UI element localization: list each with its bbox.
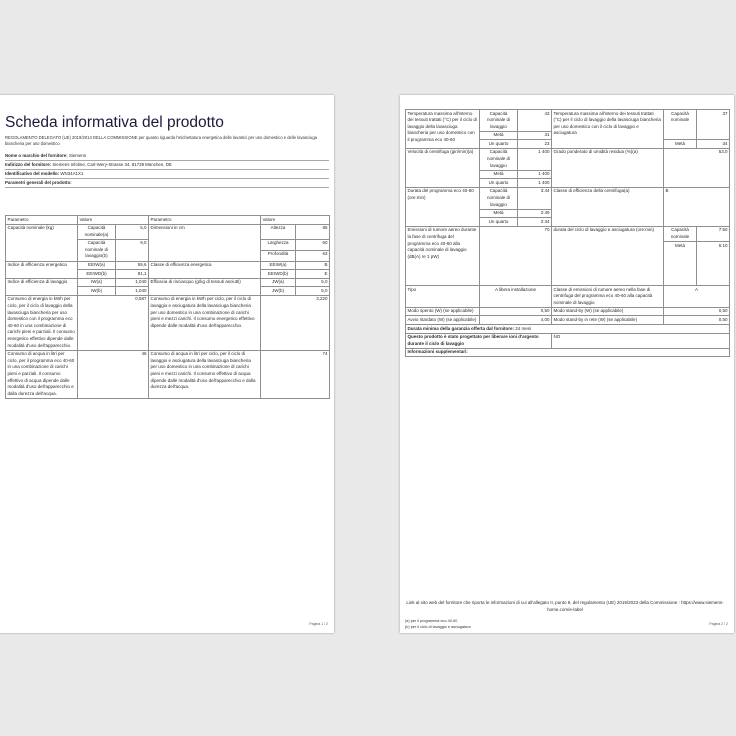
- table-row: [406, 110, 730, 132]
- table-row: [6, 350, 330, 398]
- warranty-value: 24 mesi: [515, 325, 532, 331]
- silver-label: Questo prodotto è stato progettato per liberare ioni d'argento durante il ciclo di lavaggio: [406, 333, 552, 348]
- table-row: [406, 348, 730, 357]
- capacity-label: Capacità nominale (kg): [6, 224, 78, 261]
- max-temp-full-value: 43: [518, 110, 552, 132]
- table-row: [406, 325, 730, 334]
- standby-value: 0,50: [664, 307, 730, 316]
- supplier-address-row: [5, 161, 329, 170]
- rinse-wd-sub: JW(b): [261, 287, 296, 296]
- depth-label: Profondità: [261, 250, 296, 261]
- depth-value: 63: [296, 250, 330, 261]
- water-wash-value: 46: [78, 350, 149, 398]
- rinse-w-value: 5,0: [296, 278, 330, 287]
- height-value: 85: [296, 224, 330, 239]
- standby-label: Modo stand-by (W) (se applicabile): [552, 307, 664, 316]
- water-wash-label: Consumo di acqua in litri per ciclo, per il programma eco 40-60 in una combinazione di carichi pieni e parziali. Il consumo effettivo di acqua dipende dalle modalità d'uso dell'apparecchio e dalla durezza dell'acqua.: [6, 350, 78, 398]
- page-title: Scheda informativa del prodotto: [5, 114, 224, 131]
- duration-half-value: 2:49: [518, 209, 552, 218]
- height-label: Altezza: [261, 224, 296, 239]
- wash-eff-label: Indice di efficienza di lavaggio: [6, 278, 78, 295]
- energy-class-w-value: B: [296, 261, 330, 270]
- duration-quarter-sub: Un quarto: [480, 218, 518, 227]
- spin-label: Velocità di centrifuga (giri/min)(a): [406, 148, 480, 187]
- networked-standby-value: 0,50: [664, 316, 730, 325]
- page-number: Pagina 2 / 2: [709, 622, 728, 626]
- extra-info-label: Informazioni supplementari:: [406, 348, 730, 357]
- energy-wash-label: Consumo di energia in kWh per ciclo, per il ciclo di lavaggio della lavasciuga biancheria per uso domestico con il programma eco 40-60 in una combinazione di carichi pieni e parziali. Il consumo energetico effettivo dipende dalle modalità d'uso dell'apparecchio.: [6, 295, 78, 350]
- params-table-continued: [405, 109, 730, 357]
- table-row: [6, 261, 330, 270]
- supplier-name-value: Siemens: [68, 153, 87, 158]
- wd-duration-half-sub: Metà: [664, 242, 697, 286]
- max-temp-half-value: 31: [518, 131, 552, 140]
- table-header-row: [6, 216, 330, 225]
- energy-wd-value: 3,220: [261, 295, 330, 350]
- type-value: A libera installazione: [480, 286, 552, 308]
- model-value: WN34A1X1: [60, 171, 84, 176]
- model-label: Identificativo del modello:: [5, 171, 60, 176]
- supplier-name-label: Nome o marchio del fornitore:: [5, 153, 68, 158]
- header-value-2: Valore: [261, 216, 330, 225]
- spin-class-label: Classe di efficienza della centrifuga(a): [552, 187, 664, 226]
- table-row: [406, 333, 730, 348]
- table-row: [406, 286, 730, 308]
- max-temp-quarter-value: 23: [518, 140, 552, 149]
- capacity-dry-sub: Capacità nominale di lavaggio(b): [78, 239, 116, 261]
- eei-label: Indice di efficienza energetica: [6, 261, 78, 278]
- off-mode-value: 0,50: [480, 307, 552, 316]
- max-temp2-full-sub: Capacità nominale: [664, 110, 697, 140]
- table-row: [406, 307, 730, 316]
- width-label: Larghezza: [261, 239, 296, 250]
- general-params-heading: Parametri generali del prodotto:: [5, 179, 329, 188]
- wash-eff-wd-value: 1,040: [116, 287, 149, 296]
- water-wd-label: Consumo di acqua in litri per ciclo, per il ciclo di lavaggio e asciugatura della lavasciuga biancheria per uso domestico in una combinazione di carichi pieni e mezzi carichi. Il consumo effettivo di acqua dipende dalle modalità d'uso dell'apparecchio e dalla durezza dell'acqua.: [149, 350, 261, 398]
- duration-label: Durata del programma eco 40-60 (ore:min): [406, 187, 480, 226]
- energy-class-w-sub: EEIW(a): [261, 261, 296, 270]
- spin-quarter-value: 1 400: [518, 179, 552, 188]
- off-mode-label: Modo spento (W) (se applicabile): [406, 307, 480, 316]
- noise-label: Emissioni di rumore aereo durante la fase di centrifuga del programma eco 40-60 alla capacità nominale di lavaggio (dB(A) re 1 pW): [406, 226, 480, 285]
- model-row: [5, 170, 329, 179]
- spin-quarter-sub: Un quarto: [480, 179, 518, 188]
- capacity-dry-value: 9,0: [116, 239, 149, 261]
- max-temp2-label: Temperatura massima all'interno dei tessuti trattati (°C) per il ciclo di lavaggio della lavasciuga biancheria per uso domestico con il ciclo di lavaggio e asciugatura: [552, 110, 664, 149]
- supplier-link-text: Link al sito web del fornitore che riporta le informazioni di cui all'allegato II, punto 9, del regolamento (UE) 2019/2023 della Commissione : https://www.siemens-home.com/e-label: [406, 600, 724, 612]
- eei-w-sub: EEIW(a): [78, 261, 116, 270]
- capacity-wash-sub: Capacità nominale(a): [78, 224, 116, 239]
- datasheet-page-1: [0, 95, 334, 633]
- general-params-table: [5, 215, 330, 399]
- supplier-address-label: Indirizzo del fornitore:: [5, 162, 52, 167]
- duration-full-sub: Capacità nominale di lavaggio: [480, 187, 518, 209]
- spin-full-sub: Capacità nominale di lavaggio: [480, 148, 518, 170]
- footnote-a: (a) per il programma eco 40-60: [405, 619, 458, 623]
- water-wd-value: 74: [261, 350, 330, 398]
- eei-wd-sub: EEIWD(b): [78, 270, 116, 279]
- energy-class-wd-sub: EEIWD(b): [261, 270, 296, 279]
- duration-half-sub: Metà: [480, 209, 518, 218]
- rinse-wd-value: 5,0: [296, 287, 330, 296]
- type-label: Tipo: [406, 286, 480, 308]
- warranty-row: [406, 325, 730, 334]
- moisture-value: 53,0: [664, 148, 730, 187]
- max-temp-label: Temperatura massima all'interno dei tessuti trattati (°C) per il ciclo di lavaggio della lavasciuga biancheria per uso domestico con il programma eco 40-60: [406, 110, 480, 149]
- moisture-label: Grado ponderato di umidità residua (%)(a): [552, 148, 664, 187]
- energy-class-label: Classe di efficienza energetica: [149, 261, 261, 278]
- networked-standby-label: Modo stand-by in rete (W) (se applicabile): [552, 316, 664, 325]
- wash-eff-wd-sub: IW(b): [78, 287, 116, 296]
- delay-start-value: 4,00: [480, 316, 552, 325]
- spin-full-value: 1 400: [518, 148, 552, 170]
- noise-class-label: Classe di emissioni di rumore aereo nella fase di centrifuga del programma eco 40-60 alla capacità nominale di lavaggio: [552, 286, 664, 308]
- max-temp-quarter-sub: Un quarto: [480, 140, 518, 149]
- delay-start-label: Avvio ritardato (W) (se applicabile): [406, 316, 480, 325]
- duration-full-value: 3:44: [518, 187, 552, 209]
- regulation-text: REGOLAMENTO DELEGATO (UE) 2019/2014 DELLA COMMISSIONE per quanto riguarda l'etichettatura energetica delle lavatrici per uso domestico e delle lavasciuga biancheria per uso domestico: [5, 135, 317, 146]
- max-temp2-full-value: 37: [697, 110, 730, 140]
- silver-value: NO: [552, 333, 730, 348]
- spin-half-sub: Metà: [480, 170, 518, 179]
- wash-eff-w-value: 1,040: [116, 278, 149, 287]
- table-row: [406, 148, 730, 170]
- wd-duration-half-value: 5:10: [697, 242, 730, 286]
- table-row: [406, 187, 730, 209]
- supplier-address-value: Siemens Infoline, Carl-Wery-Strasse 34, 81739 München, DE: [52, 162, 172, 167]
- energy-class-wd-value: E: [296, 270, 330, 279]
- eei-w-value: 59,6: [116, 261, 149, 270]
- header-value: Valore: [78, 216, 149, 225]
- spin-class-value: B: [664, 187, 730, 226]
- wd-duration-label: durata del ciclo di lavaggio e asciugatura (ore:min): [552, 226, 664, 285]
- max-temp-full-sub: Capacità nominale di lavaggio: [480, 110, 518, 132]
- spin-half-value: 1 400: [518, 170, 552, 179]
- table-row: [6, 278, 330, 287]
- max-temp-half-sub: Metà: [480, 131, 518, 140]
- rinse-w-sub: JW(a): [261, 278, 296, 287]
- eei-wd-value: 81,1: [116, 270, 149, 279]
- max-temp2-half-value: 34: [697, 140, 730, 149]
- table-row: [6, 224, 330, 239]
- footnote-b: (b) per il ciclo di lavaggio e asciugatura: [405, 625, 471, 629]
- table-row: [406, 226, 730, 241]
- table-row: [406, 316, 730, 325]
- capacity-wash-value: 5,0: [116, 224, 149, 239]
- rinse-label: Efficacia di risciacquo (g/kg di tessuti asciutti): [149, 278, 261, 295]
- noise-value: 70: [480, 226, 552, 285]
- header-param: Parametro: [6, 216, 78, 225]
- dimensions-label: Dimensioni in cm: [149, 224, 261, 261]
- datasheet-page-2: [400, 95, 734, 633]
- max-temp2-half-sub: Metà: [664, 140, 697, 149]
- wd-duration-full-sub: Capacità nominale: [664, 226, 697, 241]
- warranty-label: Durata minima della garanzia offerta dal fornitore:: [407, 325, 515, 331]
- width-value: 60: [296, 239, 330, 250]
- energy-wd-label: Consumo di energia in kWh per ciclo, per il ciclo di lavaggio e asciugatura della lavasciuga biancheria per uso domestico in una combinazione di carichi pieni e mezzi carichi. Il consumo energetico effettivo dipende dalle modalità d'uso dell'apparecchio.: [149, 295, 261, 350]
- page-number: Pagina 1 / 2: [309, 622, 328, 626]
- header-param-2: Parametro: [149, 216, 261, 225]
- noise-class-value: A: [664, 286, 730, 308]
- energy-wash-value: 0,587: [78, 295, 149, 350]
- supplier-name-row: [5, 152, 329, 161]
- table-row: [6, 295, 330, 350]
- duration-quarter-value: 2:34: [518, 218, 552, 227]
- wd-duration-full-value: 7:50: [697, 226, 730, 241]
- wash-eff-w-sub: IW(a): [78, 278, 116, 287]
